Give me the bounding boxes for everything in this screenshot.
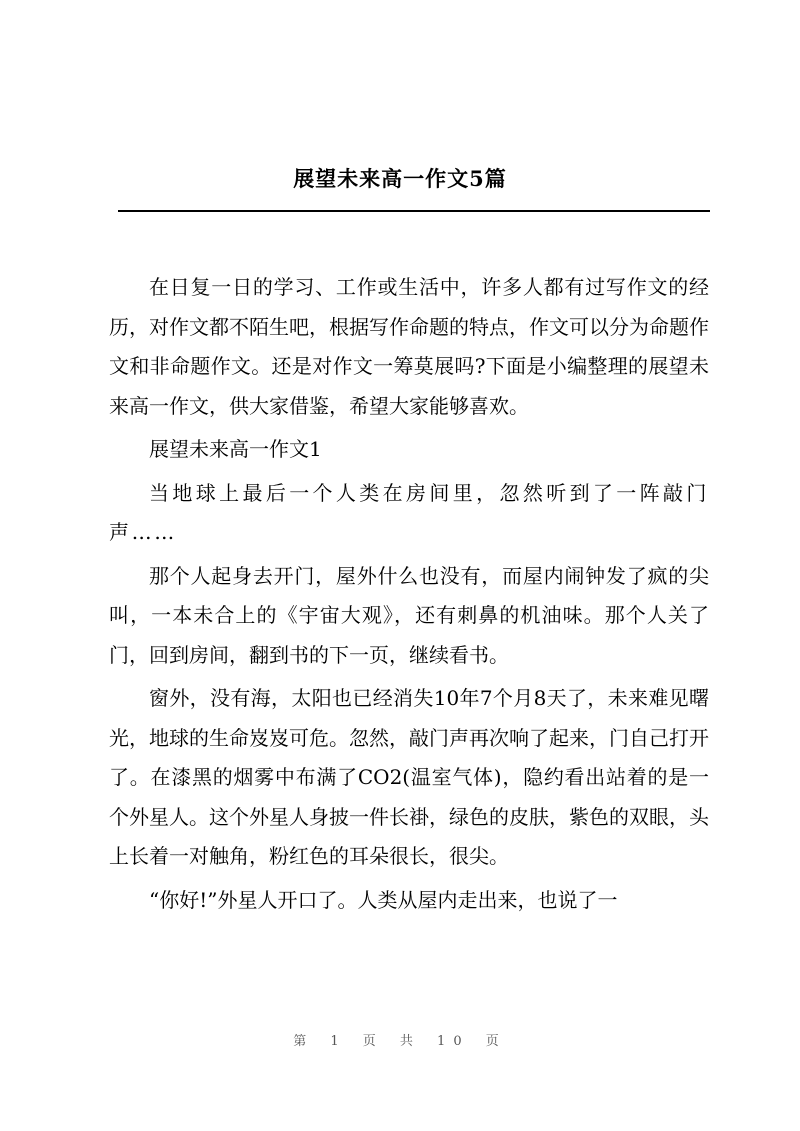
paragraph: 窗外，没有海，太阳也已经消失10年7个月8天了，未来难见曙光，地球的生命岌岌可危。忽然，敲门声再次响了起来，门自己打开了。在漆黑的烟雾中布满了CO2(温室气体)，隐约看出站着的是一个外星人。这个外星人身披一件长褂，绿色的皮肤，紫色的双眼，头上长着一对触角，粉红色的耳朵很长，很尖。 xyxy=(109,686,709,868)
title-divider xyxy=(118,210,710,212)
paragraph: “你好!”外星人开口了。人类从屋内走出来，也说了一 xyxy=(149,887,618,912)
document-body xyxy=(109,268,709,924)
page-footer: 第 1 页 共 10 页 xyxy=(293,1034,507,1049)
paragraph: 那个人起身去开门，屋外什么也没有，而屋内闹钟发了疯的尖叫，一本未合上的《宇宙大观》，还有刺鼻的机油味。那个人关了门，回到房间，翻到书的下一页，继续看书。 xyxy=(109,563,709,667)
paragraph-intro: 在日复一日的学习、工作或生活中，许多人都有过写作文的经历，对作文都不陌生吧，根据写作命题的特点，作文可以分为命题作文和非命题作文。还是对作文一筹莫展吗?下面是小编整理的展望未来高一作文，供大家借鉴，希望大家能够喜欢。 xyxy=(109,275,709,418)
paragraph: 当地球上最后一个人类在房间里，忽然听到了一阵敲门声…… xyxy=(109,480,709,544)
section-heading: 展望未来高一作文1 xyxy=(149,437,322,461)
document-title: 展望未来高一作文5篇 xyxy=(293,166,507,191)
